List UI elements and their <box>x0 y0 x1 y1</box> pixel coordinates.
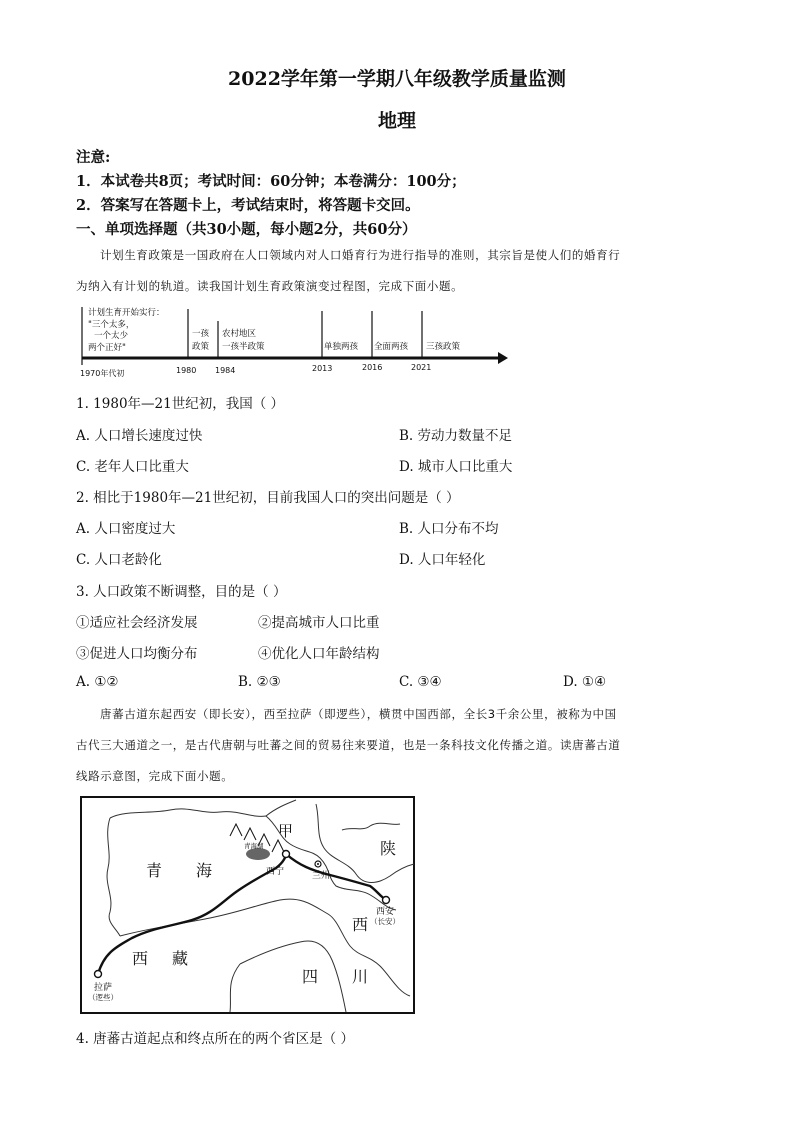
city-marker-dot <box>317 863 319 865</box>
map-label-qing: 青 <box>146 861 163 880</box>
year-label: 1980 <box>176 366 197 375</box>
tang-tibet-road-map <box>80 796 415 1014</box>
map-label-xi-gansu: 西 <box>352 915 369 934</box>
q3-statement-2: ②提高城市人口比重 <box>258 615 380 631</box>
notes-line-1: 1．本试卷共8页；考试时间：60分钟；本卷满分：100分； <box>76 173 466 190</box>
map-label-chuan: 川 <box>352 967 369 986</box>
q3-option-a[interactable]: A. ①② <box>76 674 119 690</box>
subject-title: 地理 <box>377 110 416 132</box>
q3-option-b[interactable]: B. ②③ <box>238 674 281 690</box>
year-label: 2016 <box>362 363 383 372</box>
q1-option-b[interactable]: B. 劳动力数量不足 <box>399 428 513 444</box>
q3-statement-4: ④优化人口年龄结构 <box>258 646 380 662</box>
exam-title: 2022学年第一学期八年级教学质量监测 <box>228 68 566 90</box>
city-marker-xining <box>283 851 290 858</box>
passage-2-line-3: 线路示意图，完成下面小题。 <box>76 769 234 783</box>
map-label-lanzhou: 兰州 <box>312 871 331 881</box>
map-label-hai: 海 <box>196 861 213 880</box>
year-label: 2021 <box>411 363 432 372</box>
section-heading: 一、单项选择题（共30小题，每小题2分，共60分） <box>76 221 417 238</box>
q1-option-c[interactable]: C. 老年人口比重大 <box>76 459 189 475</box>
year-label: 1984 <box>215 366 236 375</box>
map-label-xi: 西 <box>132 949 149 968</box>
stage-label-universal-two-child: 全面两孩 <box>374 342 409 352</box>
q1-option-a[interactable]: A. 人口增长速度过快 <box>76 428 203 444</box>
policy-timeline-figure <box>76 303 516 379</box>
map-label-shaan: 陕 <box>380 839 397 858</box>
passage-1-line-2: 为纳入有计划的轨道。读我国计划生育政策演变过程图，完成下面小题。 <box>76 279 464 293</box>
q4-stem: 4. 唐蕃古道起点和终点所在的两个省区是（ ） <box>76 1031 354 1047</box>
stage-label-rural: 农村地区 <box>222 329 257 339</box>
stage-label-single-two-child: 单独两孩 <box>324 342 359 352</box>
q3-stem: 3. 人口政策不断调整，目的是（ ） <box>76 584 287 600</box>
q3-statement-3: ③促进人口均衡分布 <box>76 646 198 662</box>
q1-stem: 1. 1980年—21世纪初，我国（ ） <box>76 396 284 412</box>
stage-label-one-child: 政策 <box>192 342 210 352</box>
q2-option-d[interactable]: D. 人口年轻化 <box>399 552 486 568</box>
stage-label-rural: 一孩半政策 <box>222 342 265 352</box>
q2-option-c[interactable]: C. 人口老龄化 <box>76 552 162 568</box>
timeline-note-line: 计划生育开始实行： <box>88 308 165 318</box>
map-label-si: 四 <box>302 967 319 986</box>
map-label-luoxie: （逻些） <box>88 993 118 1002</box>
map-label-changan: （长安） <box>370 917 400 926</box>
timeline-arrow-icon <box>498 352 508 364</box>
timeline-early-note <box>88 307 165 353</box>
map-label-jia: 甲 <box>278 822 294 840</box>
notes-label: 注意: <box>76 149 111 166</box>
passage-2-line-1: 唐蕃古道东起西安（即长安），西至拉萨（即逻些），横贯中国西部，全长3千余公里，被称为中国 <box>100 707 617 721</box>
city-marker-lasa <box>95 971 102 978</box>
q3-option-d[interactable]: D. ①④ <box>563 674 607 690</box>
map-label-zang: 藏 <box>172 949 189 968</box>
timeline-note-line: 两个正好" <box>88 343 126 353</box>
q3-option-c[interactable]: C. ③④ <box>399 674 442 690</box>
map-label-lasa: 拉萨 <box>94 983 113 993</box>
q2-stem: 2. 相比于1980年—21世纪初，目前我国人口的突出问题是（ ） <box>76 490 460 506</box>
q1-option-d[interactable]: D. 城市人口比重大 <box>399 459 513 475</box>
timeline-note-line: "三个太多， <box>88 320 135 330</box>
q2-option-b[interactable]: B. 人口分布不均 <box>399 521 499 537</box>
year-label: 2013 <box>312 364 333 373</box>
city-marker-xian <box>383 897 390 904</box>
start-year-label: 1970年代初 <box>80 369 125 378</box>
q3-statement-1: ①适应社会经济发展 <box>76 615 198 631</box>
notes-line-2: 2．答案写在答题卡上，考试结束时，将答题卡交回。 <box>76 197 420 214</box>
passage-1-line-1: 计划生育政策是一国政府在人口领域内对人口婚育行为进行指导的准则，其宗旨是使人们的婚育行 <box>100 248 621 262</box>
map-label-xian: 西安 <box>376 907 395 917</box>
q2-option-a[interactable]: A. 人口密度过大 <box>76 521 176 537</box>
map-label-xining: 西宁 <box>266 867 285 877</box>
map-label-qinghai-lake: 青海湖 <box>244 842 264 850</box>
stage-label-one-child: 一孩 <box>192 329 210 339</box>
stage-label-three-child: 三孩政策 <box>426 342 461 352</box>
timeline-note-line: 一个太少 <box>94 331 129 341</box>
passage-2-line-2: 古代三大通道之一，是古代唐朝与吐蕃之间的贸易往来要道，也是一条科技文化传播之道。读唐蕃古道 <box>76 738 621 752</box>
